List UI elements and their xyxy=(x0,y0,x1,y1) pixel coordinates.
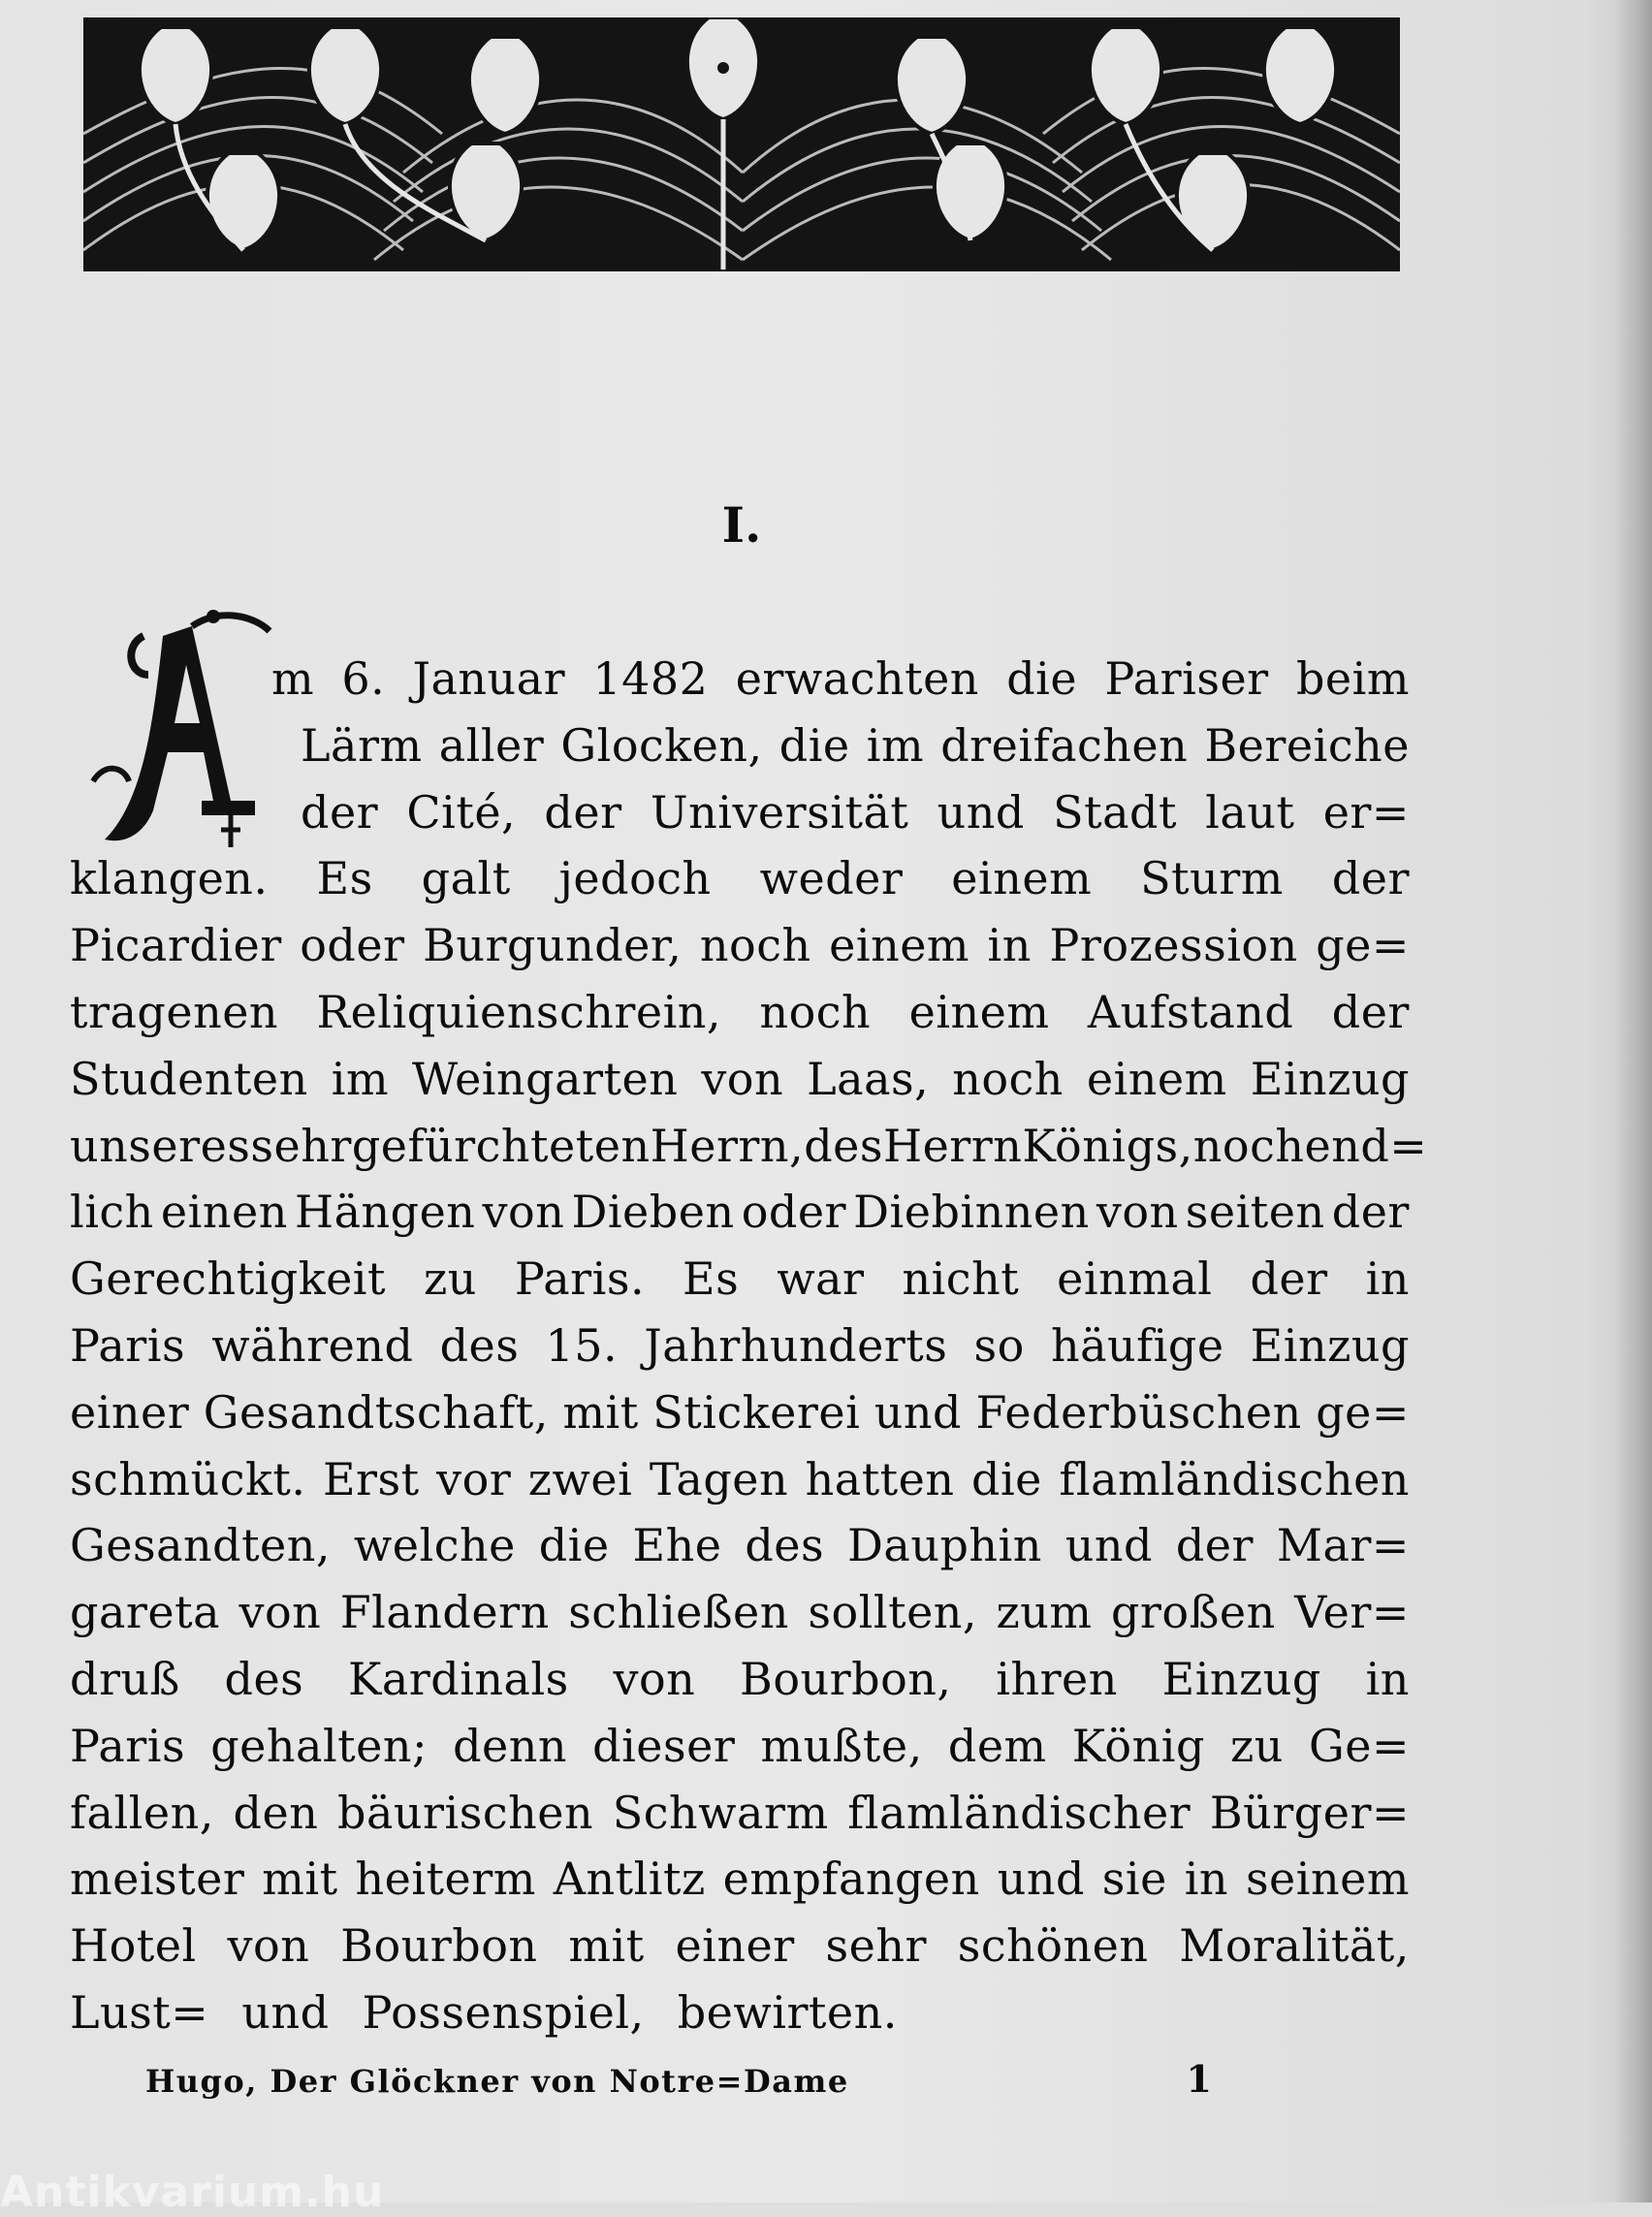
watermark: Antikvarium.hu xyxy=(0,2168,385,2217)
text-line-7: Studenten im Weingarten von Laas, noch einem Einzug xyxy=(70,1052,1410,1105)
text-line-12: einer Gesandtschaft, mit Stickerei und Federbüschen ge= xyxy=(70,1385,1410,1439)
running-title: Hugo, Der Glöckner von Notre=Dame xyxy=(145,2063,849,2100)
text-line-19: meister mit heiterm Antlitz empfangen und sie in seinem xyxy=(70,1853,1410,1906)
text-line-2: Lärm aller Glocken, die im dreifachen Bereiche xyxy=(301,718,1410,772)
text-line-17: Paris gehalten; denn dieser mußte, dem König zu Ge= xyxy=(70,1719,1410,1772)
chapter-body-text xyxy=(70,646,1428,2046)
text-line-8: unseres sehr gefürchteten Herrn, des Herrn Königs, noch end= xyxy=(70,1119,1428,1172)
text-line-13: schmückt. Erst vor zwei Tagen hatten die flamländischen xyxy=(70,1452,1410,1505)
page-footer xyxy=(145,2057,1212,2101)
chapter-number: I. xyxy=(721,496,762,554)
text-line-4: klangen. Es galt jedoch weder einem Sturm der xyxy=(70,852,1410,905)
text-line-14: Gesandten, welche die Ehe des Dauphin und der Mar= xyxy=(70,1519,1410,1572)
text-line-20: Hotel von Bourbon mit einer sehr schönen Moralität, xyxy=(70,1919,1410,1973)
text-line-5: Picardier oder Burgunder, noch einem in Prozession ge= xyxy=(70,919,1410,972)
text-line-6: tragenen Reliquienschrein, noch einem Aufstand der xyxy=(70,985,1410,1038)
text-line-18: fallen, den bäurischen Schwarm flamländischer Bürger= xyxy=(70,1786,1410,1839)
text-line-15: gareta von Flandern schließen sollten, zum großen Ver= xyxy=(70,1586,1410,1639)
text-line-16: druß des Kardinals von Bourbon, ihren Einzug in xyxy=(70,1652,1410,1705)
page-number: 1 xyxy=(1186,2057,1212,2101)
text-line-10: Gerechtigkeit zu Paris. Es war nicht einmal der in xyxy=(70,1252,1410,1306)
page-edge-shadow xyxy=(1613,0,1652,2202)
ornamental-header-banner xyxy=(83,17,1400,271)
text-line-1: m 6. Januar 1482 erwachten die Pariser beim xyxy=(271,652,1410,705)
text-line-3: der Cité, der Universität und Stadt laut er= xyxy=(301,785,1410,839)
text-line-11: Paris während des 15. Jahrhunderts so häufige Einzug xyxy=(70,1318,1410,1372)
text-line-21: Lust= und Possenspiel, bewirten. xyxy=(70,1985,898,2039)
text-line-9: lich einen Hängen von Dieben oder Diebinnen von seiten der xyxy=(70,1186,1410,1239)
